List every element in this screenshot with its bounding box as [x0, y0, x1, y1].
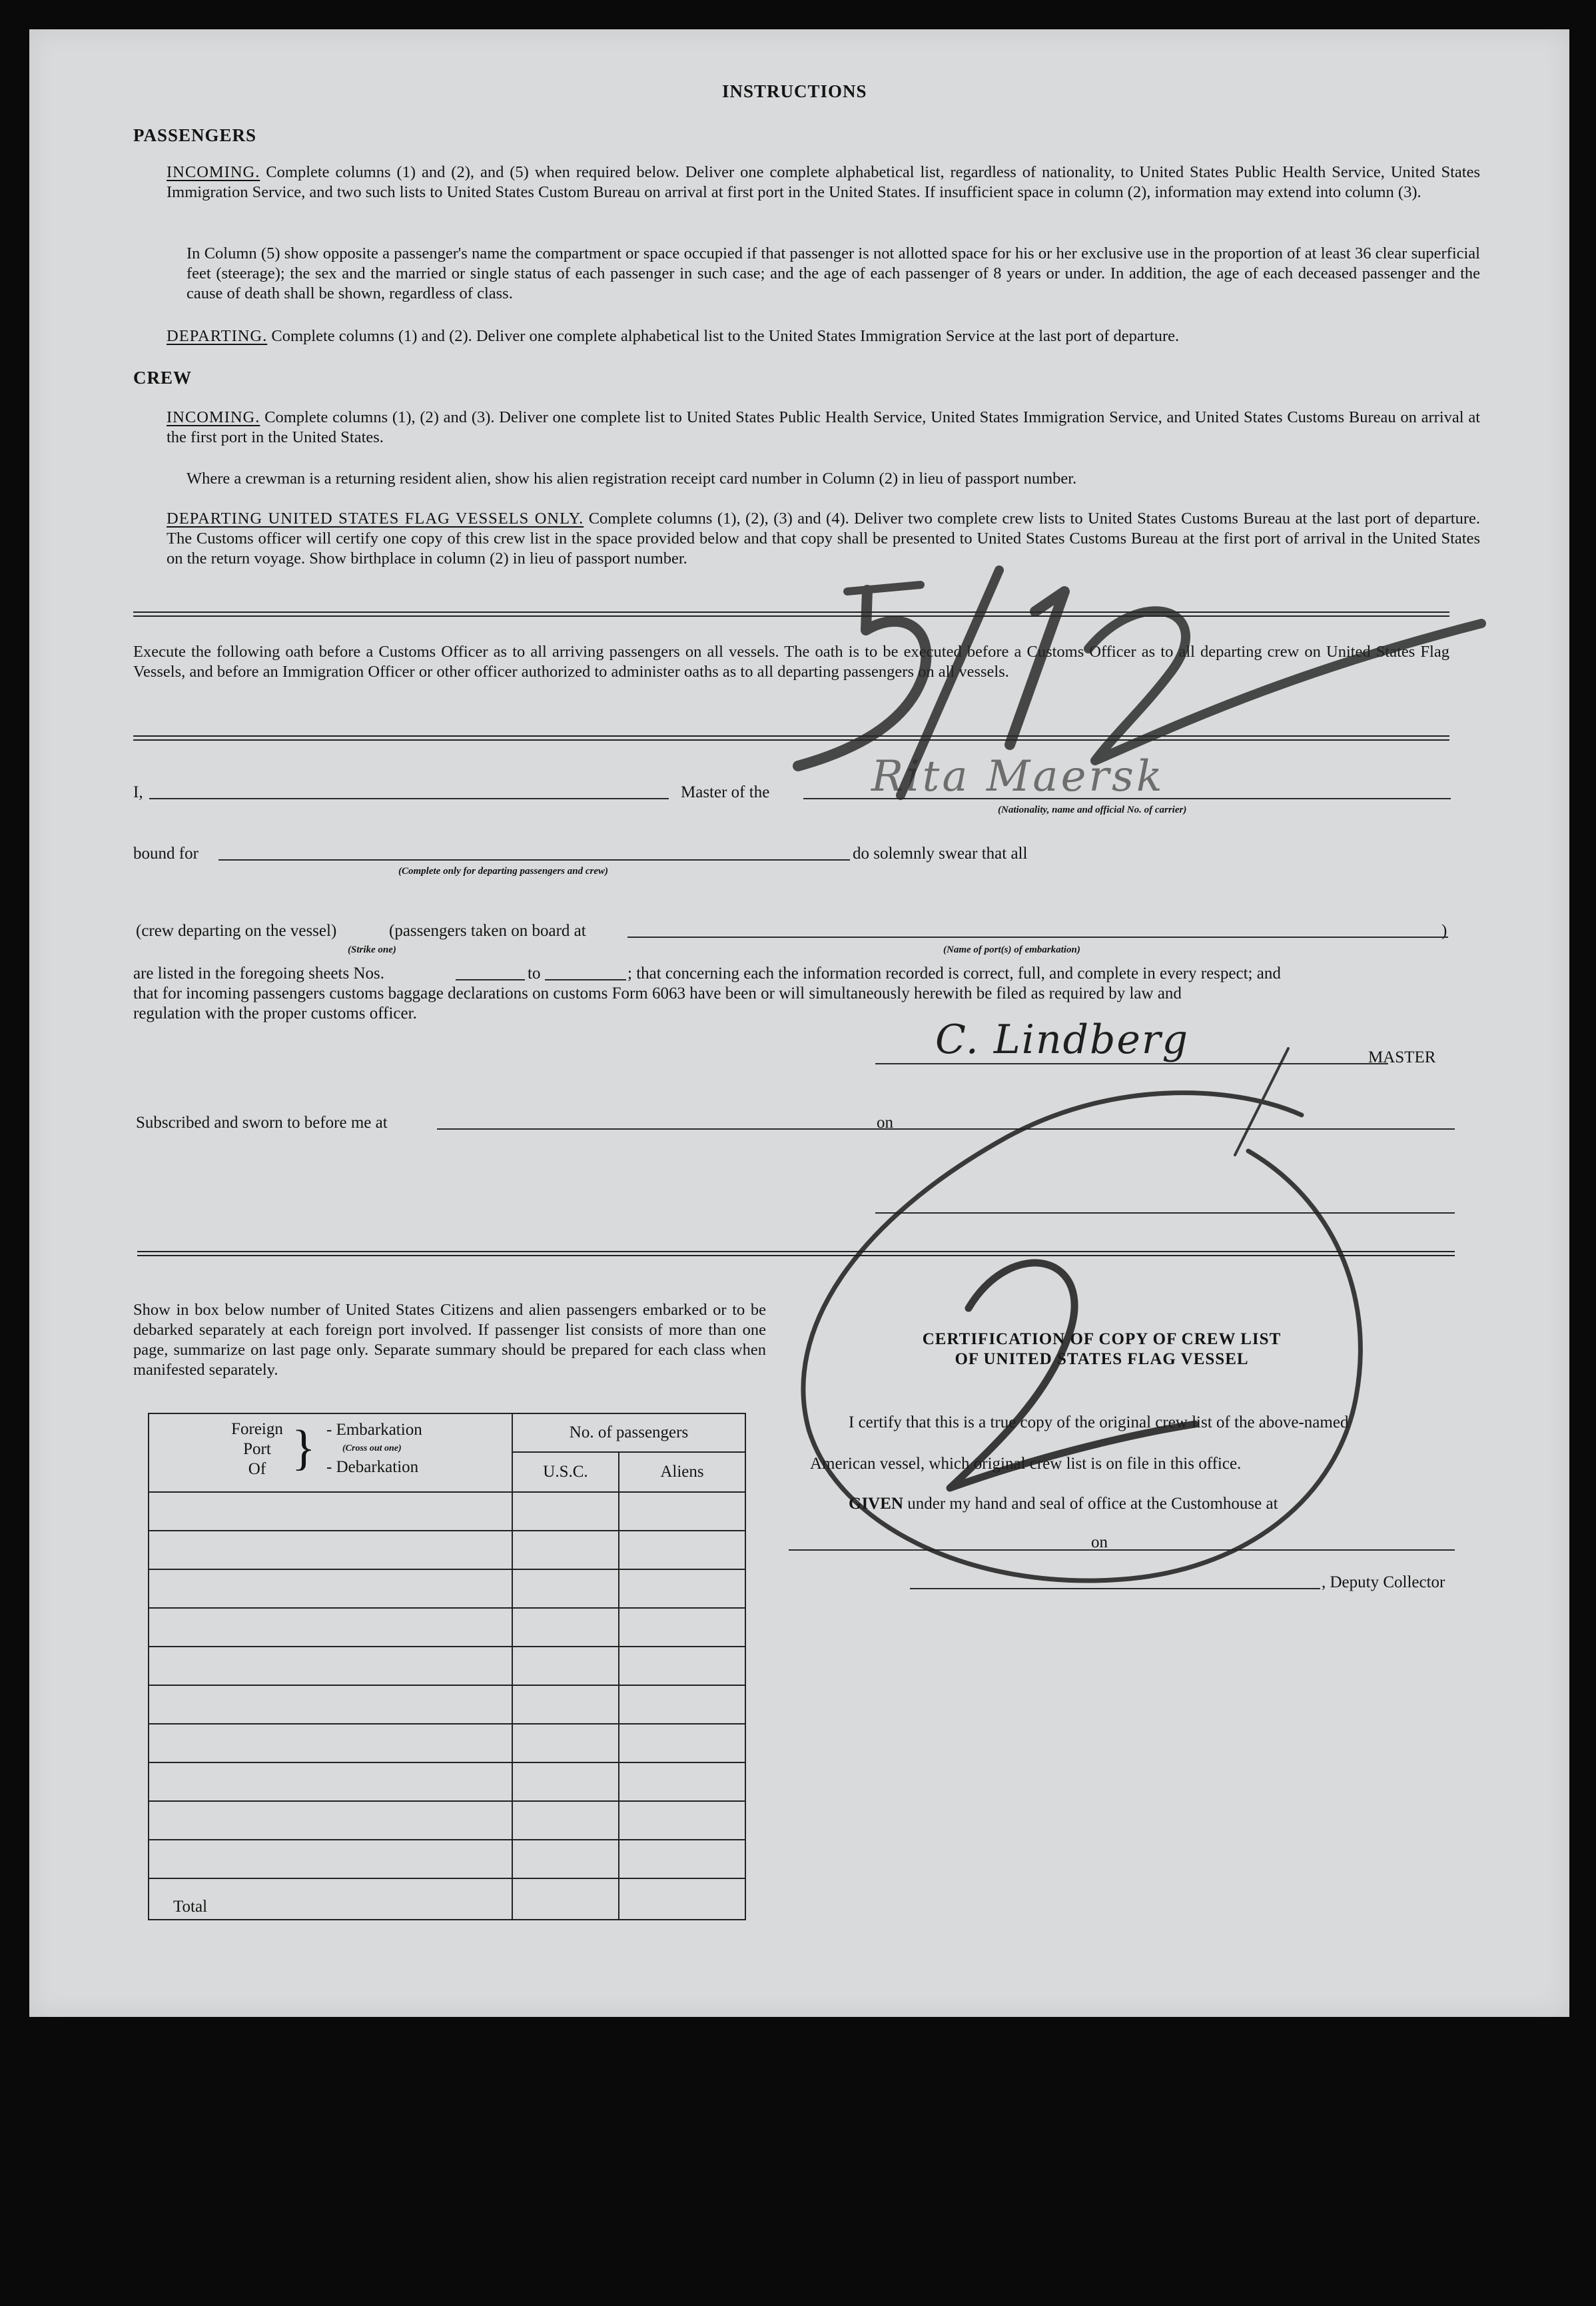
crew-departing-label: DEPARTING UNITED STATES FLAG VESSELS ONLY. [167, 510, 584, 528]
aliens-cell[interactable] [619, 1801, 745, 1840]
given-label: GIVEN [849, 1495, 903, 1513]
divider [133, 735, 1449, 741]
crew-incoming-label: INCOMING. [167, 408, 260, 426]
carrier-handwritten: Rita Maersk [871, 752, 1165, 801]
circled-number-handwritten [755, 1028, 1395, 1615]
table-row [149, 1647, 745, 1685]
close-paren: ) [1441, 922, 1447, 940]
listed-text-1: are listed in the foregoing sheets Nos. [133, 964, 384, 982]
master-of-the-label: Master of the [681, 783, 770, 801]
port-cell[interactable] [149, 1724, 512, 1762]
table-row [149, 1531, 745, 1569]
crew-departing-paragraph [167, 509, 1480, 569]
port-cell[interactable] [149, 1569, 512, 1608]
certify-line-1: I certify that this is a true copy of the original crew list of the above-named [849, 1413, 1349, 1431]
crew-resident-paragraph: Where a crewman is a returning resident alien, show his alien registration receipt card number in Column (2) in lieu of passport number. [187, 470, 1077, 488]
crew-incoming-paragraph [167, 408, 1480, 448]
crew-departing-text: Complete columns (1), (2), (3) and (4). Deliver two complete crew lists to United States Customs Bureau at the last port of departure. The Customs officer will certify one copy of this crew list in the space provided below and that copy shall be presented to United States Customs Bureau at the first port of arrival in the United States on the return voyage. Show birthplace in column (2) in lieu of passport number. [167, 510, 1480, 568]
usc-cell[interactable] [512, 1608, 619, 1647]
passengers-taken-option: (passengers taken on board at [389, 922, 586, 940]
listed-to: to [528, 964, 541, 982]
sworn-on-label: on [877, 1114, 893, 1132]
customhouse-field[interactable] [789, 1549, 1455, 1551]
table-row [149, 1762, 745, 1801]
sheet-from-field[interactable] [456, 979, 525, 980]
aliens-cell[interactable] [619, 1531, 745, 1569]
total-label: Total [149, 1878, 512, 1920]
usc-cell[interactable] [512, 1569, 619, 1608]
certify-line-2: American vessel, which original crew list is on file in this office. [810, 1455, 1242, 1473]
usc-cell[interactable] [512, 1492, 619, 1531]
usc-cell[interactable] [512, 1762, 619, 1801]
i-label: I, [133, 783, 143, 801]
table-row [149, 1724, 745, 1762]
strike-one-caption: (Strike one) [348, 945, 396, 955]
usc-cell[interactable] [512, 1531, 619, 1569]
debarkation-label: - Debarkation [326, 1458, 419, 1476]
port-cell[interactable] [149, 1531, 512, 1569]
passengers-departing-label: DEPARTING. [167, 327, 268, 345]
aliens-total-cell[interactable] [619, 1878, 745, 1920]
port-cell[interactable] [149, 1801, 512, 1840]
master-signature-field[interactable] [875, 1063, 1388, 1064]
summary-instructions: Show in box below number of United States Citizens and alien passengers embarked or to be debarked separately at each foreign port involved. If passenger list consists of more than one page, summarize on last page only. Separate summary should be prepared for each class when manifested separately. [133, 1301, 766, 1379]
cert-on-label: on [1091, 1533, 1108, 1551]
master-signature: C. Lindberg [935, 1016, 1190, 1063]
certification-title-line-1: CERTIFICATION OF COPY OF CREW LIST [922, 1330, 1282, 1348]
port-cell[interactable] [149, 1840, 512, 1878]
aliens-cell[interactable] [619, 1724, 745, 1762]
certification-title [855, 1330, 1348, 1369]
table-row [149, 1569, 745, 1608]
listed-text-4: regulation with the proper customs officer. [133, 1004, 417, 1022]
passengers-heading: PASSENGERS [133, 125, 257, 145]
master-name-field[interactable] [149, 798, 669, 799]
summary-table [148, 1413, 746, 1920]
bound-for-field[interactable] [218, 859, 850, 861]
table-row [149, 1608, 745, 1647]
manifest-back-page [29, 29, 1569, 2017]
table-row [149, 1801, 745, 1840]
brace: } [292, 1421, 316, 1475]
swear-text: do solemnly swear that all [853, 845, 1028, 863]
aliens-cell[interactable] [619, 1608, 745, 1647]
aliens-cell[interactable] [619, 1569, 745, 1608]
passengers-departing-paragraph [167, 326, 1480, 346]
total-row [149, 1878, 745, 1920]
passengers-incoming-paragraph [167, 163, 1480, 202]
no-passengers-header: No. of passengers [512, 1413, 745, 1452]
listed-text-3: that for incoming passengers customs baggage declarations on customs Form 6063 have been or will simultaneously herewith be filed as required by law and [133, 984, 1182, 1002]
ports-caption: (Name of port(s) of embarkation) [943, 945, 1080, 955]
usc-header: U.S.C. [512, 1452, 619, 1492]
port-label: Port [243, 1440, 271, 1458]
port-cell[interactable] [149, 1492, 512, 1531]
master-label: MASTER [1368, 1048, 1436, 1066]
divider [133, 611, 1449, 617]
port-cell[interactable] [149, 1762, 512, 1801]
aliens-cell[interactable] [619, 1685, 745, 1724]
aliens-cell[interactable] [619, 1762, 745, 1801]
usc-cell[interactable] [512, 1801, 619, 1840]
passengers-incoming-text: Complete columns (1) and (2), and (5) when required below. Deliver one complete alphabetical list, regardless of nationality, to United States Public Health Service, United States Immigration Service, and two such lists to United States Custom Bureau on arrival at first port in the United States. If insufficient space in column (2), information may extend into column (3). [167, 163, 1480, 201]
usc-total-cell[interactable] [512, 1878, 619, 1920]
cross-out-caption: (Cross out one) [342, 1443, 402, 1453]
foreign-label: Foreign [231, 1420, 283, 1438]
deputy-signature-field[interactable] [910, 1588, 1320, 1589]
usc-cell[interactable] [512, 1685, 619, 1724]
passengers-incoming-label: INCOMING. [167, 163, 260, 181]
port-cell[interactable] [149, 1608, 512, 1647]
passengers-departing-text: Complete columns (1) and (2). Deliver one complete alphabetical list to the United States Immigration Service at the last port of departure. [271, 327, 1180, 345]
sworn-date-field[interactable] [901, 1128, 1455, 1130]
port-header-cell [149, 1413, 512, 1492]
aliens-header: Aliens [619, 1452, 745, 1492]
table-row [149, 1492, 745, 1531]
aliens-cell[interactable] [619, 1840, 745, 1878]
port-cell[interactable] [149, 1647, 512, 1685]
crew-incoming-text: Complete columns (1), (2) and (3). Deliver one complete list to United States Public Health Service, United States Immigration Service, and United States Customs Bureau on arrival at the first port in the United States. [167, 408, 1481, 446]
aliens-cell[interactable] [619, 1492, 745, 1531]
certification-title-line-2: OF UNITED STATES FLAG VESSEL [955, 1350, 1249, 1368]
of-label: Of [248, 1460, 266, 1478]
crew-departing-option: (crew departing on the vessel) [136, 922, 337, 940]
usc-cell[interactable] [512, 1647, 619, 1685]
subscribed-label: Subscribed and sworn to before me at [136, 1114, 388, 1132]
sheet-to-field[interactable] [545, 979, 626, 980]
usc-cell[interactable] [512, 1724, 619, 1762]
ports-field[interactable] [627, 937, 1448, 938]
usc-cell[interactable] [512, 1840, 619, 1878]
embarkation-label: - Embarkation [326, 1421, 422, 1439]
column5-paragraph: In Column (5) show opposite a passenger's name the compartment or space occupied if that passenger is not allotted space for his or her exclusive use in the proportion of at least 36 clear superficial feet (steerage); the sex and the married or single status of each passenger in such case; and the age of each passenger of 8 years or under. In addition, the age of each deceased passenger and the cause of death shall be shown, regardless of class. [187, 244, 1480, 302]
divider [137, 1251, 1455, 1256]
oath-intro: Execute the following oath before a Customs Officer as to all arriving passengers on all vessels. The oath is to be executed before a Customs Officer as to all departing crew on United States Flag Vessels, and before an Immigration Officer or other officer authorized to administer oaths as to all departing passengers on all vessels. [133, 643, 1449, 681]
given-line [849, 1495, 1278, 1513]
bound-for-caption: (Complete only for departing passengers and crew) [398, 866, 608, 877]
carrier-caption: (Nationality, name and official No. of carrier) [998, 805, 1187, 815]
sworn-place-field[interactable] [437, 1128, 903, 1130]
table-row [149, 1840, 745, 1878]
table-row [149, 1685, 745, 1724]
instructions-title: INSTRUCTIONS [722, 81, 867, 101]
port-cell[interactable] [149, 1685, 512, 1724]
officer-signature-field[interactable] [875, 1212, 1455, 1214]
crew-heading: CREW [133, 368, 193, 388]
listed-text-2: ; that concerning each the information recorded is correct, full, and complete in every respect; and [627, 964, 1281, 982]
deputy-collector-label: , Deputy Collector [1322, 1573, 1445, 1591]
aliens-cell[interactable] [619, 1647, 745, 1685]
certify-line-3: under my hand and seal of office at the Customhouse at [907, 1495, 1278, 1513]
bound-for-label: bound for [133, 845, 199, 863]
